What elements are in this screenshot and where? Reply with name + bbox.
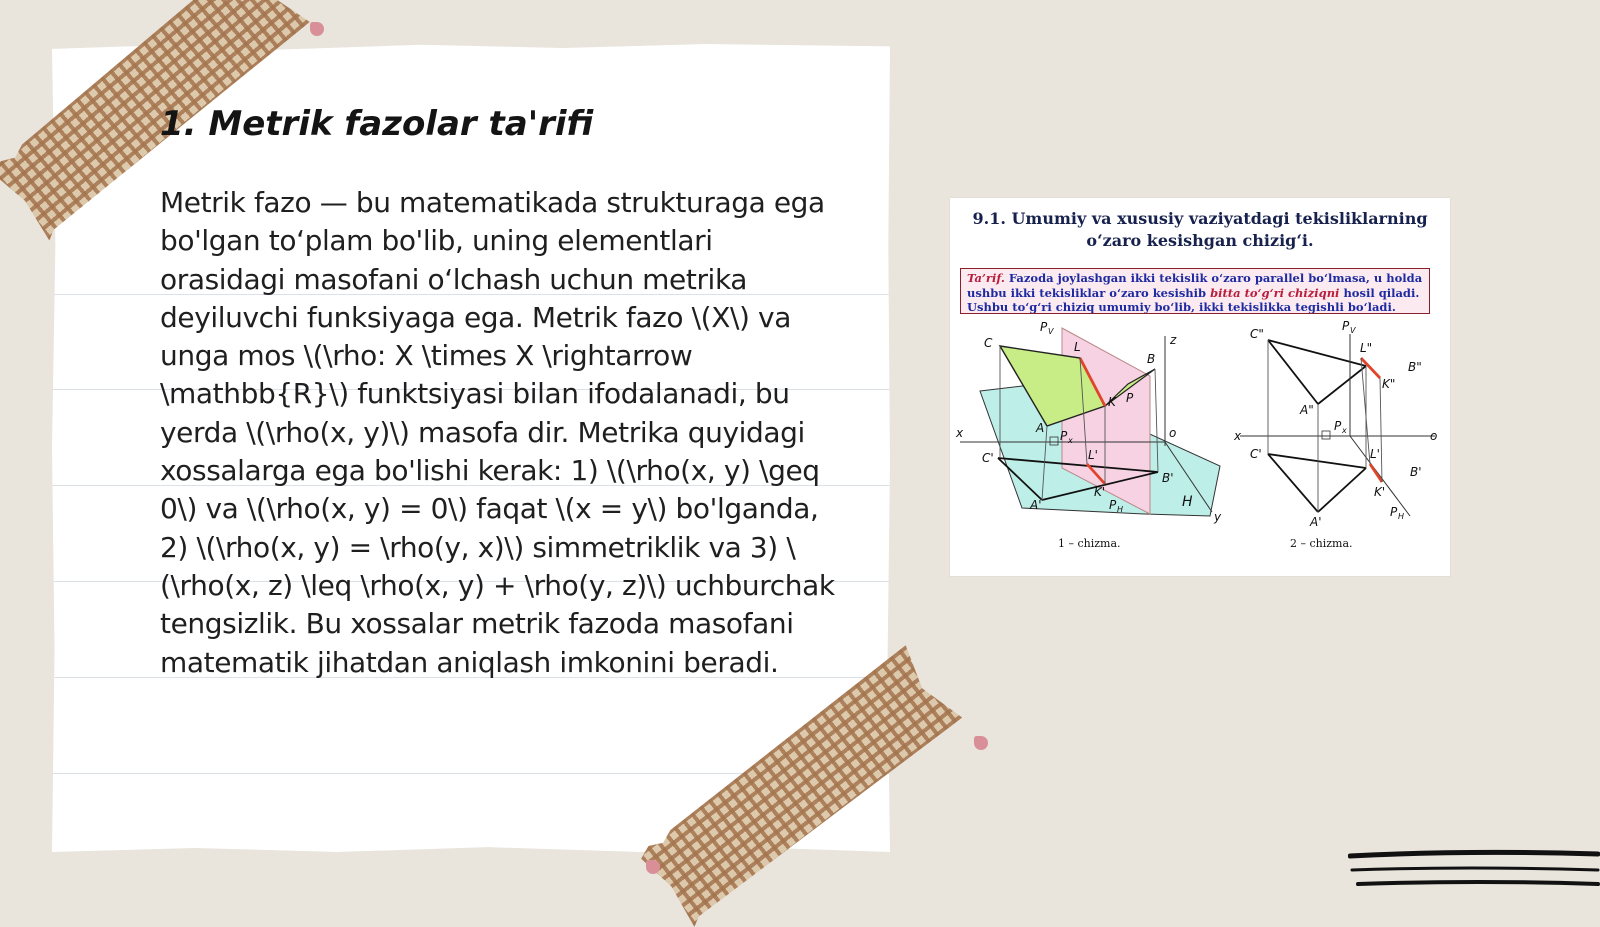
- label-l-1: L: [1074, 340, 1081, 354]
- drawing-1: [955, 320, 1222, 550]
- label-b1-2: B': [1410, 465, 1422, 479]
- edge-c2-b2: [1268, 340, 1366, 366]
- label-c1-2: C': [1250, 447, 1262, 461]
- definition-box: [960, 268, 1430, 314]
- label-pv-sub-2: V: [1350, 326, 1356, 335]
- label-ph-sub-2: H: [1398, 512, 1405, 521]
- tape-pin: [974, 736, 988, 750]
- slide-body-text: Metrik fazo — bu matematikada strukturaga ega bo'lgan to‘plam bo'lib, uning elementlari orasidagi masofani o‘lchash uchun metrika deyiluvchi funksiyaga ega. Metrik fazo \(X\) va unga mos \(\rho: X \times X \rightarrow \mathbb{R}\) funktsiyasi bilan ifodalanadi, bu yerda \(\rho(x, y)\) masofa dir. Metrika quyidagi xossalarga ega bo'lishi kerak: 1) \(\rho(x, y) \geq 0\) va \(\rho(x, y) = 0\) faqat \(x = y\) bo'lganda, 2) \(\rho(x, y) = \rho(y, x)\) simmetriklik va 3) \(\rho(x, z) \leq \rho(x, y) + \rho(y, z)\) uchburchak tengsizlik. Bu xossalar metrik fazoda masofani matematik jihatdan aniqlash imkonini beradi.: [160, 186, 835, 679]
- caption-drawing-1: 1 – chizma.: [1058, 537, 1121, 550]
- marker-strokes: [1348, 848, 1600, 894]
- label-a1-1: A': [1030, 498, 1042, 512]
- label-ph-sub-1: H: [1117, 505, 1124, 514]
- drawings-svg: [950, 316, 1450, 576]
- label-l1-2: L': [1370, 447, 1380, 461]
- slide-title: 1. Metrik fazolar ta'rifi: [160, 104, 594, 144]
- definition-text-2: hosil qiladi. Ushbu to‘g‘ri chiziq umumiy bo‘lib, ikki tekislikka tegishli bo‘ladi.: [967, 285, 1420, 314]
- label-a2-2: A": [1300, 403, 1314, 417]
- label-p-1: P: [1126, 391, 1134, 405]
- label-c-1: C: [984, 336, 993, 350]
- geometry-figure: [950, 198, 1450, 576]
- label-o-2: o: [1430, 429, 1438, 443]
- label-k1-2: K': [1374, 485, 1386, 499]
- label-k1-1: K': [1094, 485, 1106, 499]
- trace-ph: [1350, 436, 1410, 516]
- label-px-sub-1: x: [1068, 436, 1073, 445]
- label-c2-2: C": [1250, 327, 1264, 341]
- projector-k-2: [1380, 378, 1382, 482]
- label-k2-2: K": [1382, 377, 1396, 391]
- definition-label: Ta’rif.: [967, 271, 1005, 285]
- label-l2-2: L": [1360, 341, 1373, 355]
- definition-text-1: Fazoda joylashgan ikki tekislik o‘zaro parallel bo‘lmasa, u holda ushbu ikki tekisliklar o‘zaro kesishib: [967, 271, 1423, 300]
- label-b-1: B: [1147, 352, 1156, 366]
- label-x-1: x: [956, 426, 964, 440]
- label-x-2: x: [1234, 429, 1242, 443]
- figure-title-line2: o‘zaro kesishgan chizig‘i.: [1086, 231, 1314, 250]
- edge-c1-a1-2: [1268, 454, 1318, 512]
- label-y-1: y: [1214, 510, 1222, 524]
- label-h-1: H: [1182, 494, 1193, 510]
- drawing-2: [1233, 319, 1437, 550]
- edge-c1-b1-2: [1268, 454, 1366, 468]
- definition-highlight: bitta to‘g‘ri chiziqni: [1210, 285, 1340, 300]
- label-pv-1: P: [1040, 320, 1048, 334]
- label-px-2: P: [1334, 419, 1342, 433]
- edge-a2-b2: [1318, 366, 1366, 404]
- label-k-1: K: [1108, 395, 1116, 409]
- label-ph-1: P: [1109, 498, 1117, 512]
- label-pv-2: P: [1342, 319, 1350, 333]
- label-c1-1: C': [982, 451, 994, 465]
- label-b2-2: B": [1408, 360, 1422, 374]
- label-px-sub-2: x: [1342, 426, 1347, 435]
- tape-pin: [310, 22, 324, 36]
- label-ph-2: P: [1390, 505, 1398, 519]
- label-px-1: P: [1060, 429, 1068, 443]
- right-angle-mark-2: [1322, 431, 1330, 439]
- label-pv-sub-1: V: [1048, 327, 1054, 336]
- figure-title-line1: 9.1. Umumiy va xususiy vaziyatdagi tekisliklarning: [972, 209, 1428, 228]
- label-a1-2: A': [1310, 515, 1322, 529]
- label-z-1: z: [1170, 333, 1177, 347]
- edge-c2-a2: [1268, 340, 1318, 404]
- label-b1-1: B': [1162, 471, 1174, 485]
- intersection-l1k1-2: [1370, 464, 1382, 482]
- label-o-1: o: [1169, 426, 1177, 440]
- tape-pin: [646, 860, 660, 874]
- caption-drawing-2: 2 – chizma.: [1290, 537, 1353, 550]
- label-l1-1: L': [1088, 448, 1098, 462]
- figure-title: [950, 208, 1450, 252]
- projector-l-2: [1361, 358, 1370, 464]
- label-a-1: A: [1036, 421, 1045, 435]
- edge-a1-b1-2: [1318, 468, 1366, 512]
